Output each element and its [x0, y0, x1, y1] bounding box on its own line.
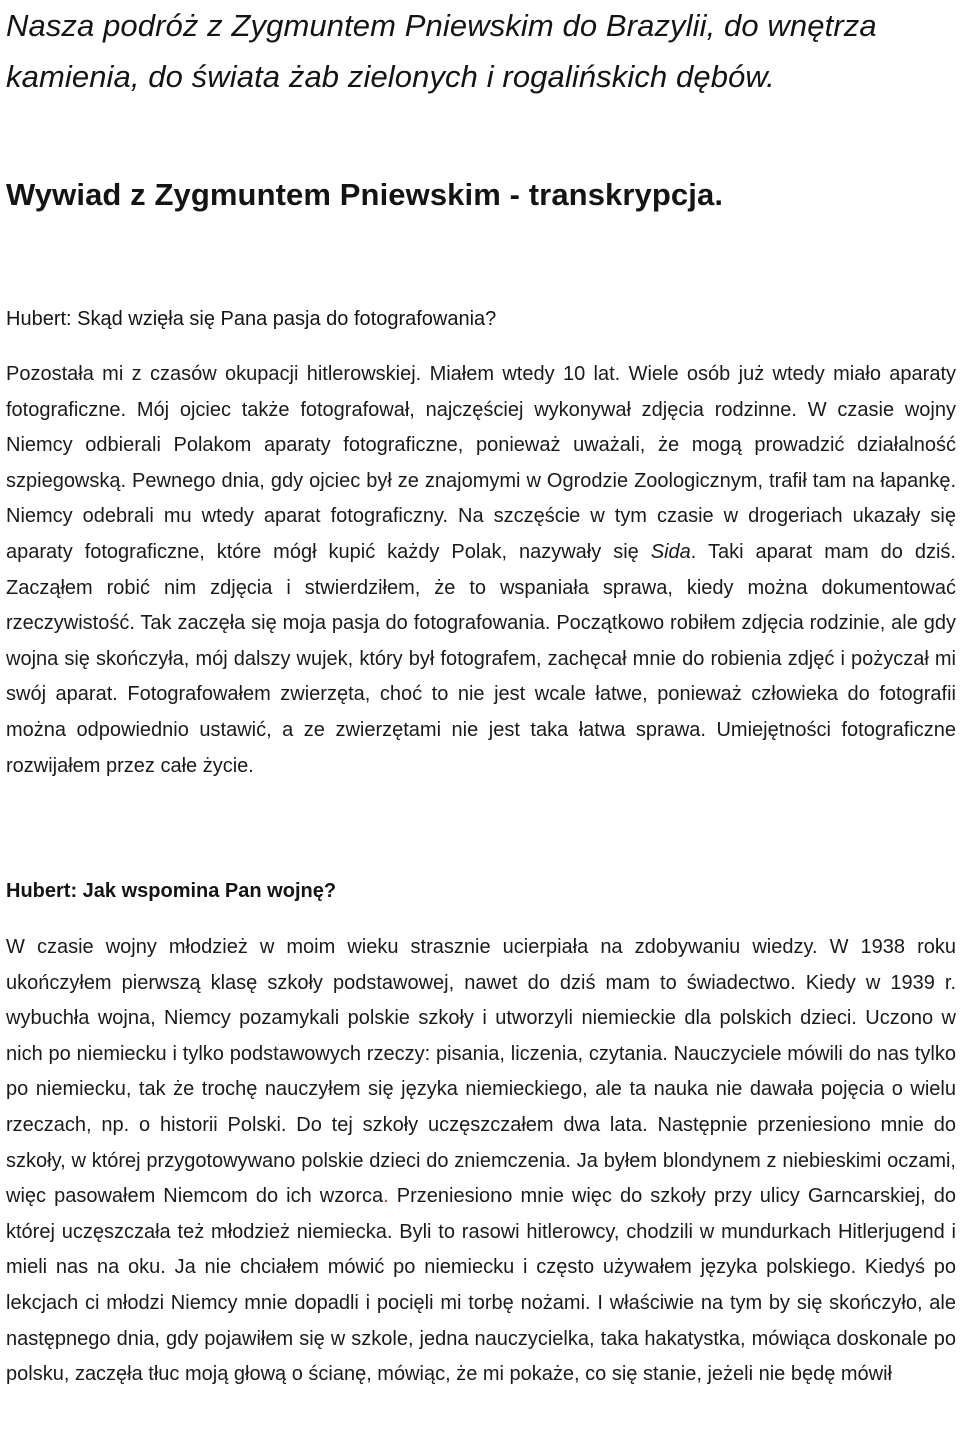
answer-1-text-b: . Taki aparat mam do dziś. Zacząłem robić nim zdjęcia i stwierdziłem, że to wspaniała sprawa, kiedy można dokumentować rzeczywistość. Tak zaczęła się moja pasja do fotografowania. Początkowo robiłem zdjęcia rodzinie, ale gdy wojna się skończyła, mój dalszy wujek, który był fotografem, zachęcał mnie do robienia zdjęć i pożyczał mi swój aparat. Fotografowałem zwierzęta, choć to nie jest wcale łatwe, ponieważ człowieka do fotografii można odpowiednio ustawić, a ze zwierzętami nie jest taka łatwa sprawa. Umiejętności fotograficzne rozwijałem przez całe życie.: [6, 540, 956, 777]
document-title: Nasza podróż z Zygmuntem Pniewskim do Brazylii, do wnętrza kamienia, do świata żab zielonych i rogalińskich dębów.: [6, 8, 877, 94]
answer-1-emphasis: Sida: [650, 540, 691, 563]
question-2: Hubert: Jak wspomina Pan wojnę?: [6, 880, 337, 902]
answer-1-text-a: Pozostała mi z czasów okupacji hitlerowskiej. Miałem wtedy 10 lat. Wiele osób już wtedy miało aparaty fotograficzne. Mój ojciec także fotografował, najczęściej wykonywał zdjęcia rodzinne. W czasie wojny Niemcy odbierali Polakom aparaty fotograficzne, ponieważ uważali, że mogą prowadzić działalność szpiegowską. Pewnego dnia, gdy ojciec był ze znajomymi w Ogrodzie Zoologicznym, trafił tam na łapankę. Niemcy odebrali mu wtedy aparat fotograficzny. Na szczęście w tym czasie w drogeriach ukazały się aparaty fotograficzne, które mógł kupić każdy Polak, nazywały się: [6, 363, 956, 563]
answer-2-text-a: W czasie wojny młodzież w moim wieku strasznie ucierpiała na zdobywaniu wiedzy. W 1938 roku ukończyłem pierwszą klasę szkoły podstawowej, nawet do dziś mam to świadectwo. Kiedy w 1939 r. wybuchła wojna, Niemcy pozamykali polskie szkoły i utworzyli niemieckie dla polskich dzieci. Uczono w nich po niemiecku i tylko podstawowych rzeczy: pisania, liczenia, czytania. Nauczyciele mówili do nas tylko po niemiecku, tak że trochę nauczyłem się języka niemieckiego, ale ta nauka nie dawała pojęcia o wielu rzeczach, np. o historii Polski. Do tej szkoły uczęszczałem dwa lata. Następnie przeniesiono mnie do szkoły, w której przygotowywano polskie dzieci do zniemczenia. Ja byłem blondynem z niebieskimi oczami, więc pasowałem Niemcom do ich wzorca: [6, 936, 956, 1208]
question-1: Hubert: Skąd wzięła się Pana pasja do fotografowania?: [6, 308, 497, 330]
document-page: [6, 0, 956, 1386]
answer-2-accent-dot: .: [383, 1185, 389, 1208]
answer-2: [6, 930, 956, 1393]
document-subtitle: Wywiad z Zygmuntem Pniewskim - transkrypcja.: [6, 177, 724, 212]
answer-1: [6, 357, 956, 784]
answer-2-last-line: zaczęła tłuc moją głową o ścianę, mówiąc, że mi pokaże, co się stanie, jeżeli nie będę mówił: [74, 1363, 892, 1386]
answer-2-text-b: Przeniesiono mnie więc do szkoły przy ulicy Garncarskiej, do której uczęszczała też młodzież niemiecka. Byli to rasowi hitlerowcy, chodzili w mundurkach Hitlerjugend i mieli nas na oku. Ja nie chciałem mówić po niemiecku i często używałem języka polskiego. Kiedyś po lekcjach ci młodzi Niemcy mnie dopadli i pocięli mi torbę nożami. I właściwie na tym by się skończyło, ale następnego dnia, gdy pojawiłem się w szkole, jedna nauczycielka, taka hakatystka, mówiąca doskonale po polsku,: [6, 1185, 956, 1386]
